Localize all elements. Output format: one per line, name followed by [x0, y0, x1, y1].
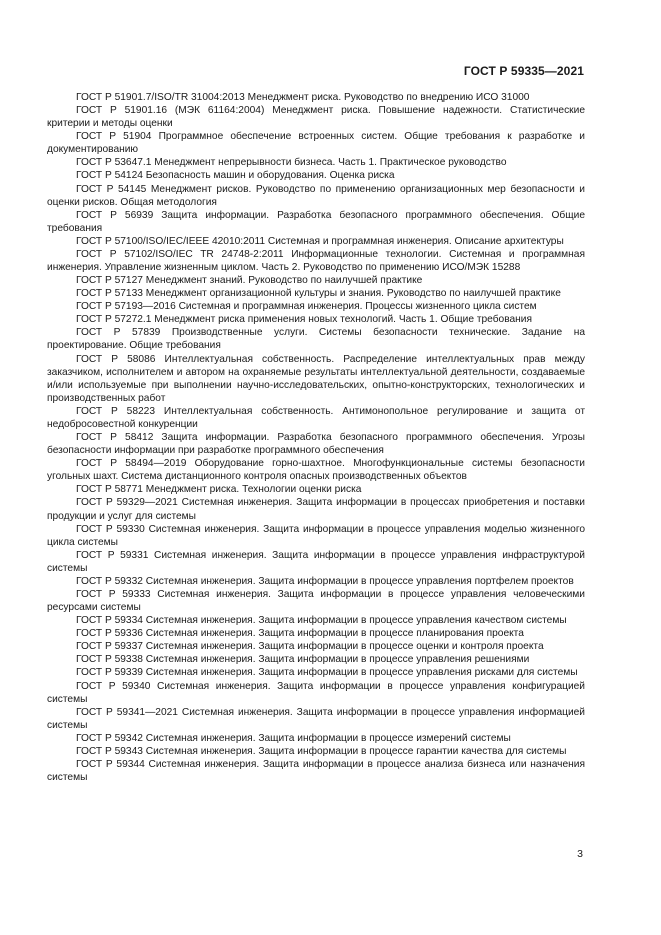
reference-entry: ГОСТ Р 57193—2016 Системная и программная инженерия. Процессы жизненного цикла систем — [76, 301, 537, 313]
reference-entry: ГОСТ Р 59333 Системная инженерия. Защита информации в процессе управления человеческими ресурсами системы — [47, 588, 585, 614]
reference-entry: ГОСТ Р 59332 Системная инженерия. Защита информации в процессе управления портфелем проектов — [76, 575, 574, 587]
references-list — [47, 91, 585, 784]
reference-entry: ГОСТ Р 57839 Производственные услуги. Системы безопасности технические. Задание на проектирование. Общие требования — [47, 327, 585, 352]
reference-entry: ГОСТ Р 59341—2021 Системная инженерия. Защита информации в процессе управления информацией системы — [47, 706, 585, 731]
reference-entry: ГОСТ Р 58086 Интеллектуальная собственность. Распределение интеллектуальных прав между заказчиком, исполнителем и автором на охраняемые результаты интеллектуальной деятельности, создаваемые и/или используемые при выполнении научно-исследовательских, опытно-конструкторских, технологических и производственных работ — [47, 353, 585, 404]
reference-entry: ГОСТ Р 54124 Безопасность машин и оборудования. Оценка риска — [76, 170, 395, 182]
reference-entry: ГОСТ Р 59336 Системная инженерия. Защита информации в процессе планирования проекта — [76, 628, 524, 640]
reference-entry: ГОСТ Р 59342 Системная инженерия. Защита информации в процессе измерений системы — [76, 732, 511, 744]
reference-entry: ГОСТ Р 58494—2019 Оборудование горно-шахтное. Многофункциональные системы безопасности угольных шахт. Система дистанционного контроля опасных производственных объектов — [47, 458, 585, 483]
reference-entry: ГОСТ Р 59330 Системная инженерия. Защита информации в процессе управления моделью жизненного цикла системы — [47, 523, 585, 548]
reference-entry: ГОСТ Р 59343 Системная инженерия. Защита информации в процессе гарантии качества для системы — [76, 745, 567, 757]
reference-entry: ГОСТ Р 58771 Менеджмент риска. Технологии оценки риска — [76, 484, 362, 496]
reference-entry: ГОСТ Р 57102/ISO/IEC TR 24748-2:2011 Информационные технологии. Системная и программная инженерия. Управление жизненным циклом. Часть 2. Руководство по применению ИСО/МЭК 15288 — [47, 248, 585, 274]
reference-entry: ГОСТ Р 56939 Защита информации. Разработка безопасного программного обеспечения. Общие требования — [47, 209, 585, 234]
reference-entry: ГОСТ Р 51901.16 (МЭК 61164:2004) Менеджмент риска. Повышение надежности. Статистические критерии и методы оценки — [47, 105, 585, 130]
reference-entry: ГОСТ Р 58412 Защита информации. Разработка безопасного программного обеспечения. Угрозы безопасности информации при разработке программного обеспечения — [47, 432, 585, 457]
reference-entry: ГОСТ Р 59338 Системная инженерия. Защита информации в процессе управления решениями — [76, 654, 530, 666]
reference-entry: ГОСТ Р 59340 Системная инженерия. Защита информации в процессе управления конфигурацией системы — [47, 680, 585, 705]
reference-entry: ГОСТ Р 57133 Менеджмент организационной культуры и знания. Руководство по наилучшей практике — [76, 288, 561, 300]
reference-entry: ГОСТ Р 53647.1 Менеджмент непрерывности бизнеса. Часть 1. Практическое руководство — [76, 157, 507, 169]
reference-entry: ГОСТ Р 51904 Программное обеспечение встроенных систем. Общие требования к разработке и документированию — [47, 131, 585, 156]
reference-entry: ГОСТ Р 59339 Системная инженерия. Защита информации в процессе управления рисками для системы — [76, 667, 578, 679]
reference-entry: ГОСТ Р 59329—2021 Системная инженерия. Защита информации в процессах приобретения и поставки продукции и услуг для системы — [47, 497, 585, 522]
page-number: 3 — [577, 848, 583, 860]
reference-entry: ГОСТ Р 59331 Системная инженерия. Защита информации в процессе управления инфраструктурой системы — [47, 549, 585, 574]
reference-entry: ГОСТ Р 57100/ISO/IEC/IEEE 42010:2011 Системная и программная инженерия. Описание архитектуры — [76, 235, 564, 247]
reference-entry: ГОСТ Р 57272.1 Менеджмент риска применения новых технологий. Часть 1. Общие требования — [76, 314, 533, 326]
reference-entry: ГОСТ Р 59337 Системная инженерия. Защита информации в процессе оценки и контроля проекта — [76, 641, 544, 653]
reference-entry: ГОСТ Р 59334 Системная инженерия. Защита информации в процессе управления качеством системы — [76, 615, 567, 627]
reference-entry: ГОСТ Р 59344 Системная инженерия. Защита информации в процессе анализа бизнеса или назначения системы — [47, 758, 585, 784]
reference-entry: ГОСТ Р 58223 Интеллектуальная собственность. Антимонопольное регулирование и защита от недобросовестной конкуренции — [47, 405, 585, 430]
document-header: ГОСТ Р 59335—2021 — [463, 64, 584, 78]
reference-entry: ГОСТ Р 54145 Менеджмент рисков. Руководство по применению организационных мер безопасности и оценки рисков. Общая методология — [47, 183, 585, 208]
reference-entry: ГОСТ Р 51901.7/ISO/TR 31004:2013 Менеджмент риска. Руководство по внедрению ИСО 31000 — [76, 92, 530, 103]
reference-entry: ГОСТ Р 57127 Менеджмент знаний. Руководство по наилучшей практике — [76, 275, 423, 287]
